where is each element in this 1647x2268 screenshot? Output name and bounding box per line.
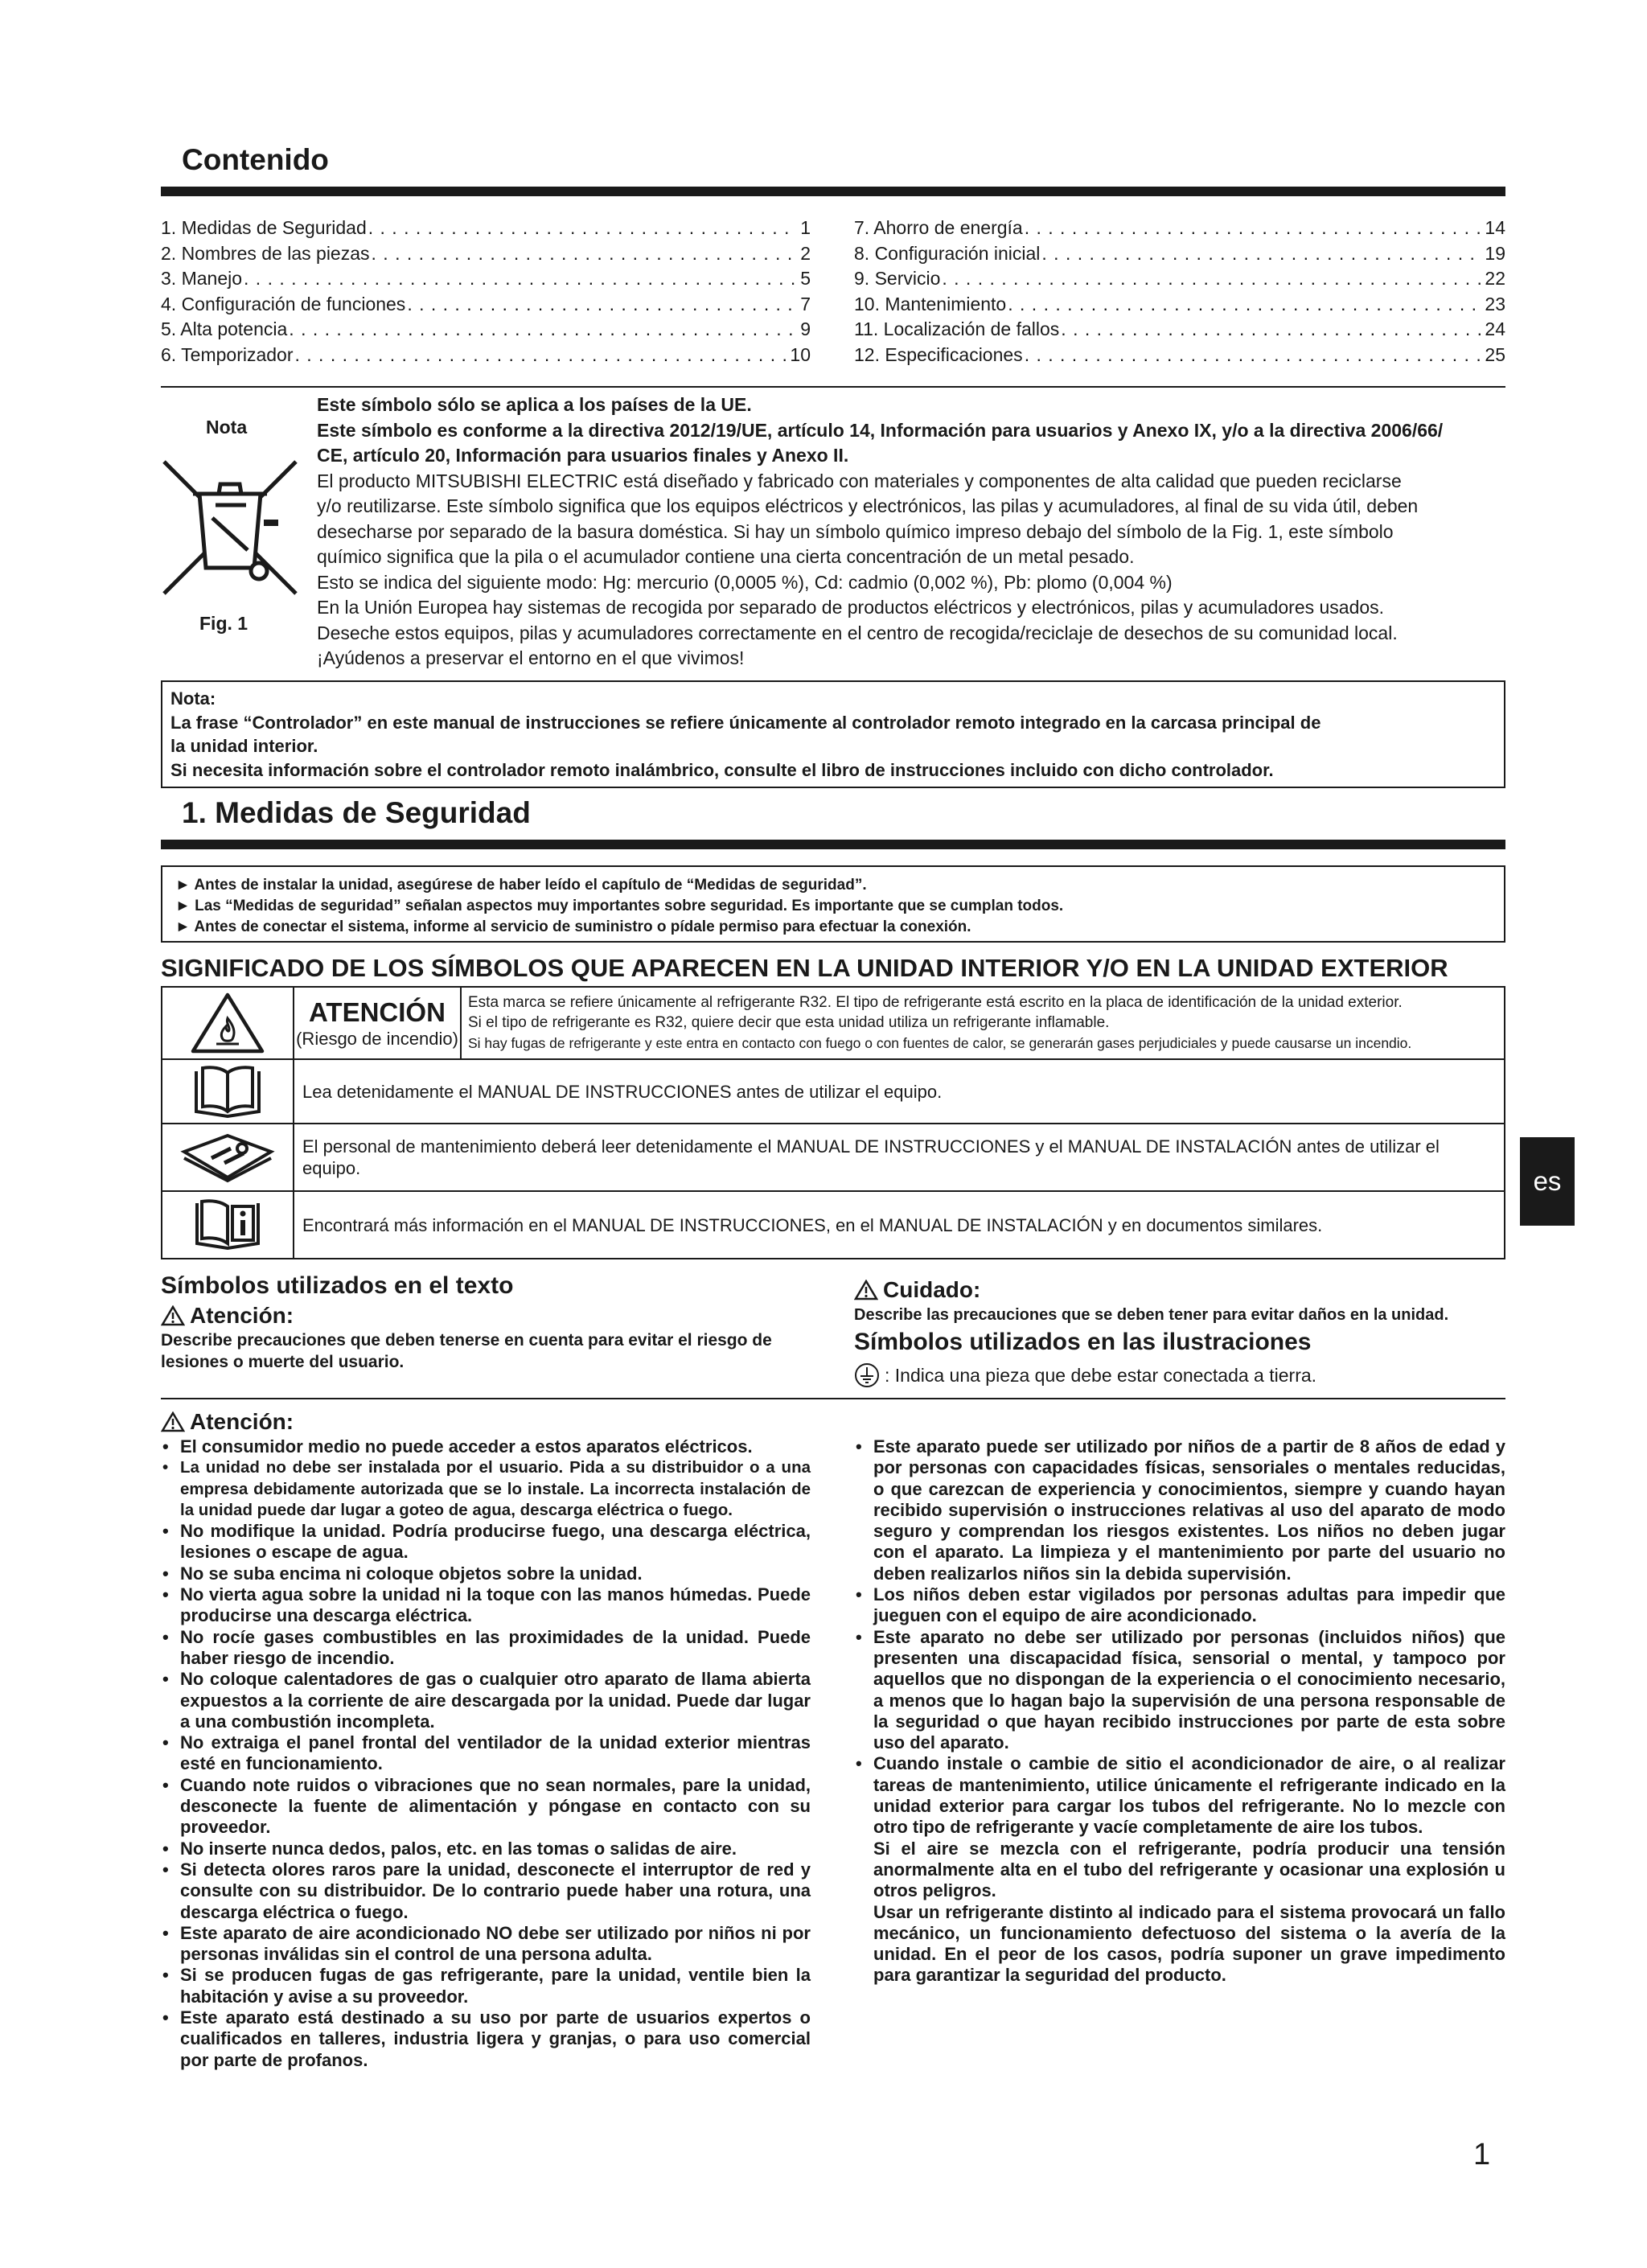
contents-title: Contenido: [182, 143, 329, 176]
symbol-row-manual: [161, 1058, 1505, 1124]
toc-entry[interactable]: 4. Configuración de funciones . . . 7: [161, 292, 811, 318]
symbols-heading: SIGNIFICADO DE LOS SÍMBOLOS QUE APARECEN EN LA UNIDAD INTERIOR Y/O EN LA UNIDAD EXTERIOR: [161, 954, 1448, 982]
warning-item: • Si se producen fugas de gas refrigerante, pare la unidad, ventile bien la habitación y avise a su proveedor.: [161, 1965, 811, 2007]
book-icon: [162, 1060, 294, 1123]
weee-bold-line: CE, artículo 20, Información para usuarios finales y Anexo II.: [317, 445, 849, 466]
warning-subitem: Si el aire se mezcla con el refrigerante, podría producir una tensión anormalmente alta en el tubo del refrigerante y ocasionar una explosión u otros peligros.: [873, 1838, 1505, 1901]
toc-entry[interactable]: 1. Medidas de Seguridad . . . 1: [161, 216, 811, 241]
atencion-text-line: Si el tipo de refrigerante es R32, quiere decir que esta unidad utiliza un refrigerante inflamable.: [468, 1014, 1110, 1032]
controller-note-box: [161, 680, 1505, 788]
text-symbols-heading: Símbolos utilizados en el texto: [161, 1272, 514, 1299]
note-label: Nota: [206, 417, 248, 438]
toc-entry[interactable]: 11. Localización de fallos . . . 24: [854, 317, 1505, 343]
fire-warning-icon: [162, 988, 294, 1058]
atencion-description: Describe precauciones que deben tenerse en cuenta para evitar el riesgo de lesiones o muerte del usuario.: [161, 1331, 772, 1371]
toc-entry[interactable]: 6. Temporizador . . . 10: [161, 343, 811, 368]
warning-item: • No rocíe gases combustibles en las proximidades de la unidad. Puede haber riesgo de incendio.: [161, 1627, 811, 1670]
weee-line: químico significa que la pila o el acumulador contiene una cierta concentración de un metal pesado.: [317, 546, 1135, 567]
weee-bold-line: Este símbolo es conforme a la directiva 2012/19/UE, artículo 14, Información para usuarios y Anexo IX, y/o a la directiva 2006/66/: [317, 419, 1444, 441]
fig-label: Fig. 1: [199, 613, 248, 634]
controller-note-line: La frase “Controlador” en este manual de instrucciones se refiere únicamente al controlador remoto integrado en la carcasa principal de: [170, 712, 1321, 733]
toc-entry[interactable]: 7. Ahorro de energía . . . 14: [854, 216, 1505, 241]
divider: [161, 386, 1505, 388]
language-tab[interactable]: es: [1520, 1137, 1575, 1226]
manual-text: Lea detenidamente el MANUAL DE INSTRUCCIONES antes de utilizar el equipo.: [302, 1081, 943, 1102]
warning-item: • Este aparato puede ser utilizado por niños de a partir de 8 años de edad y por personas con capacidades físicas, sensoriales o mentales reducidas, o que carezcan de experiencia y conocimientos, siempre y cuando hayan recibido supervisión o instrucciones relativas al uso del aparato de modo seguro y comprendan los riesgos existentes. Los niños no deben jugar con el aparato. La limpieza y el mantenimiento por parte del usuario no deben realizarlos niños sin la debida supervisión.: [854, 1436, 1505, 1584]
safety-title: 1. Medidas de Seguridad: [182, 796, 531, 829]
toc-entry[interactable]: 10. Mantenimiento . . . 23: [854, 292, 1505, 318]
weee-bold-line: Este símbolo sólo se aplica a los países de la UE.: [317, 394, 752, 415]
toc-entry[interactable]: 3. Manejo . . . 5: [161, 266, 811, 292]
info-text: Encontrará más información en el MANUAL DE INSTRUCCIONES, en el MANUAL DE INSTALACIÓN y en documentos similares.: [302, 1214, 1323, 1235]
atencion-label: ATENCIÓN: [309, 996, 446, 1027]
cuidado-legend: Cuidado:: [854, 1277, 980, 1303]
toc-entry[interactable]: 9. Servicio . . . 22: [854, 266, 1505, 292]
symbol-row-info: [161, 1190, 1505, 1259]
weee-text: [317, 392, 1507, 672]
warning-subitem: Usar un refrigerante distinto al indicado para el sistema provocará un fallo mecánico, un funcionamiento defectuoso del sistema o la avería de la unidad. En el peor de los casos, podría suponer un grave impedimento para garantizar la seguridad del producto.: [873, 1901, 1505, 1986]
safety-intro-box: [161, 865, 1505, 943]
divider: [161, 1398, 1505, 1399]
warning-item: • No vierta agua sobre la unidad ni la toque con las manos húmedas. Puede producirse una descarga eléctrica.: [161, 1584, 811, 1627]
weee-line: desecharse por separado de la basura doméstica. Si hay un símbolo químico impreso debajo del símbolo de la Fig. 1, este símbolo: [317, 520, 1394, 542]
warning-item: • No extraiga el panel frontal del ventilador de la unidad exterior mientras esté en funcionamiento.: [161, 1732, 811, 1775]
warnings-right-column: [854, 1436, 1505, 1987]
warning-item: • No inserte nunca dedos, palos, etc. en las tomas o salidas de aire.: [161, 1839, 811, 1859]
safety-bullet: ► Antes de conectar el sistema, informe al servicio de suministro o pídale permiso para efectuar la conexión.: [175, 918, 971, 935]
info-manual-icon: [162, 1192, 294, 1258]
page-number: 1: [1473, 2138, 1491, 2171]
caution-triangle-icon: [854, 1280, 878, 1300]
ground-icon: [854, 1362, 880, 1388]
atencion-sublabel: (Riesgo de incendio): [296, 1028, 458, 1049]
crossed-bin-icon: [158, 455, 302, 600]
symbol-row-service: [161, 1123, 1505, 1192]
weee-line: En la Unión Europea hay sistemas de recogida por separado de productos eléctricos y electrónicos, pilas y acumuladores usados.: [317, 597, 1385, 618]
controller-note-line: Si necesita información sobre el controlador remoto inalámbrico, consulte el libro de instrucciones incluido con dicho controlador.: [170, 759, 1274, 780]
toc-right: [854, 216, 1505, 368]
contents-rule: [161, 187, 1505, 196]
warnings-left-column: [161, 1436, 811, 2071]
atencion-text-line: Si hay fugas de refrigerante y este entra en contacto con fuego o con fuentes de calor, se generarán gases perjudiciales y puede causarse un incendio.: [468, 1034, 1412, 1051]
atencion-text-cell: [462, 988, 1504, 1058]
atencion-legend: Atención:: [161, 1303, 294, 1329]
atencion-text-line: Esta marca se refiere únicamente al refrigerante R32. El tipo de refrigerante está escrito en la placa de identificación de la unidad exterior.: [468, 993, 1403, 1011]
safety-bullet: ► Las “Medidas de seguridad” señalan aspectos muy importantes sobre seguridad. Es importante que se cumplan todos.: [175, 898, 1064, 914]
safety-rule: [161, 840, 1505, 849]
warning-item: • Este aparato está destinado a su uso por parte de usuarios expertos o cualificados en talleres, industria ligera y granjas, o para uso comercial por parte de profanos.: [161, 2007, 811, 2071]
warning-triangle-icon: [161, 1411, 185, 1432]
warning-item: • El consumidor medio no puede acceder a estos aparatos eléctricos.: [161, 1436, 811, 1457]
warning-item: • No se suba encima ni coloque objetos sobre la unidad.: [161, 1563, 811, 1584]
warning-item: • Este aparato de aire acondicionado NO debe ser utilizado por niños ni por personas inválidas sin el control de una persona adulta.: [161, 1923, 811, 1966]
warning-item: • No coloque calentadores de gas o cualquier otro aparato de llama abierta expuestos a la corriente de aire descargada por la unidad. Puede dar lugar a una combustión incompleta.: [161, 1669, 811, 1732]
warning-item: • Cuando note ruidos o vibraciones que no sean normales, pare la unidad, desconecte la fuente de alimentación y póngase en contacto con su proveedor.: [161, 1775, 811, 1839]
warning-item: • No modifique la unidad. Podría producirse fuego, una descarga eléctrica, lesiones o escape de agua.: [161, 1521, 811, 1563]
atencion-label-cell: [294, 988, 462, 1058]
weee-line: El producto MITSUBISHI ELECTRIC está diseñado y fabricado con materiales y componentes de alta calidad que pueden reciclarse: [317, 470, 1402, 491]
warning-triangle-icon: [161, 1305, 185, 1326]
toc-entry[interactable]: 8. Configuración inicial . . . 19: [854, 241, 1505, 267]
weee-line: Esto se indica del siguiente modo: Hg: mercurio (0,0005 %), Cd: cadmio (0,002 %), Pb: plomo (0,004 %): [317, 571, 1173, 593]
warning-item: • Si detecta olores raros pare la unidad, desconecte el interruptor de red y consulte con su distribuidor. De lo contrario puede haber una rotura, una descarga eléctrica o fuego.: [161, 1859, 811, 1923]
warning-item: • Este aparato no debe ser utilizado por personas (incluidos niños) que presenten una discapacidad física, sensorial o mental, y tampoco por aquellos que no dispongan de la experiencia o el conocimiento necesario, a menos que lo hagan bajo la supervisión de una persona responsable de la seguridad o que hayan recibido instrucciones por parte de esta sobre uso del aparato.: [854, 1627, 1505, 1754]
toc-entry[interactable]: 2. Nombres de las piezas . . . 2: [161, 241, 811, 267]
ground-legend: : Indica una pieza que debe estar conectada a tierra.: [854, 1362, 1316, 1388]
warning-item: • Los niños deben estar vigilados por personas adultas para impedir que jueguen con el equipo de aire acondicionado.: [854, 1584, 1505, 1627]
service-manual-icon: [162, 1124, 294, 1190]
warning-item: • Cuando instale o cambie de sitio el acondicionador de aire, o al realizar tareas de mantenimiento, utilice únicamente el refrigerante indicado en la unidad exterior para cargar los tubos del refrigerante. No lo mezcle con otro tipo de refrigerante y vacíe completamente de aire los tubos.: [854, 1753, 1505, 1838]
controller-note-line: la unidad interior.: [170, 736, 318, 756]
toc-entry[interactable]: 5. Alta potencia . . . 9: [161, 317, 811, 343]
weee-line: y/o reutilizarse. Este símbolo significa que los equipos eléctricos y electrónicos, las pilas y acumuladores, al final de su vida útil, deben: [317, 495, 1419, 516]
controller-note-title: Nota:: [170, 688, 216, 709]
warnings-title: Atención:: [161, 1409, 294, 1435]
cuidado-description: Describe las precauciones que se deben tener para evitar daños en la unidad.: [854, 1306, 1449, 1324]
weee-line: ¡Ayúdenos a preservar el entorno en el que vivimos!: [317, 647, 745, 668]
toc-left: [161, 216, 811, 368]
safety-bullet: ► Antes de instalar la unidad, asegúrese de haber leído el capítulo de “Medidas de seguridad”.: [175, 877, 867, 894]
warning-item: • La unidad no debe ser instalada por el usuario. Pida a su distribuidor o a una empresa debidamente autorizada que se lo instale. La incorrecta instalación de la unidad puede dar lugar a goteo de agua, descarga eléctrica o fuego.: [161, 1457, 811, 1521]
weee-line: Deseche estos equipos, pilas y acumuladores correctamente en el centro de recogida/reciclaje de desechos de su comunidad local.: [317, 622, 1398, 643]
symbol-row-atencion: [161, 986, 1505, 1060]
service-text: El personal de mantenimiento deberá leer detenidamente el MANUAL DE INSTRUCCIONES y el MANUAL DE INSTALACIÓN antes de utilizar el equipo.: [302, 1136, 1440, 1178]
illustrations-heading: Símbolos utilizados en las ilustraciones: [854, 1329, 1312, 1355]
toc-entry[interactable]: 12. Especificaciones . . . 25: [854, 343, 1505, 368]
